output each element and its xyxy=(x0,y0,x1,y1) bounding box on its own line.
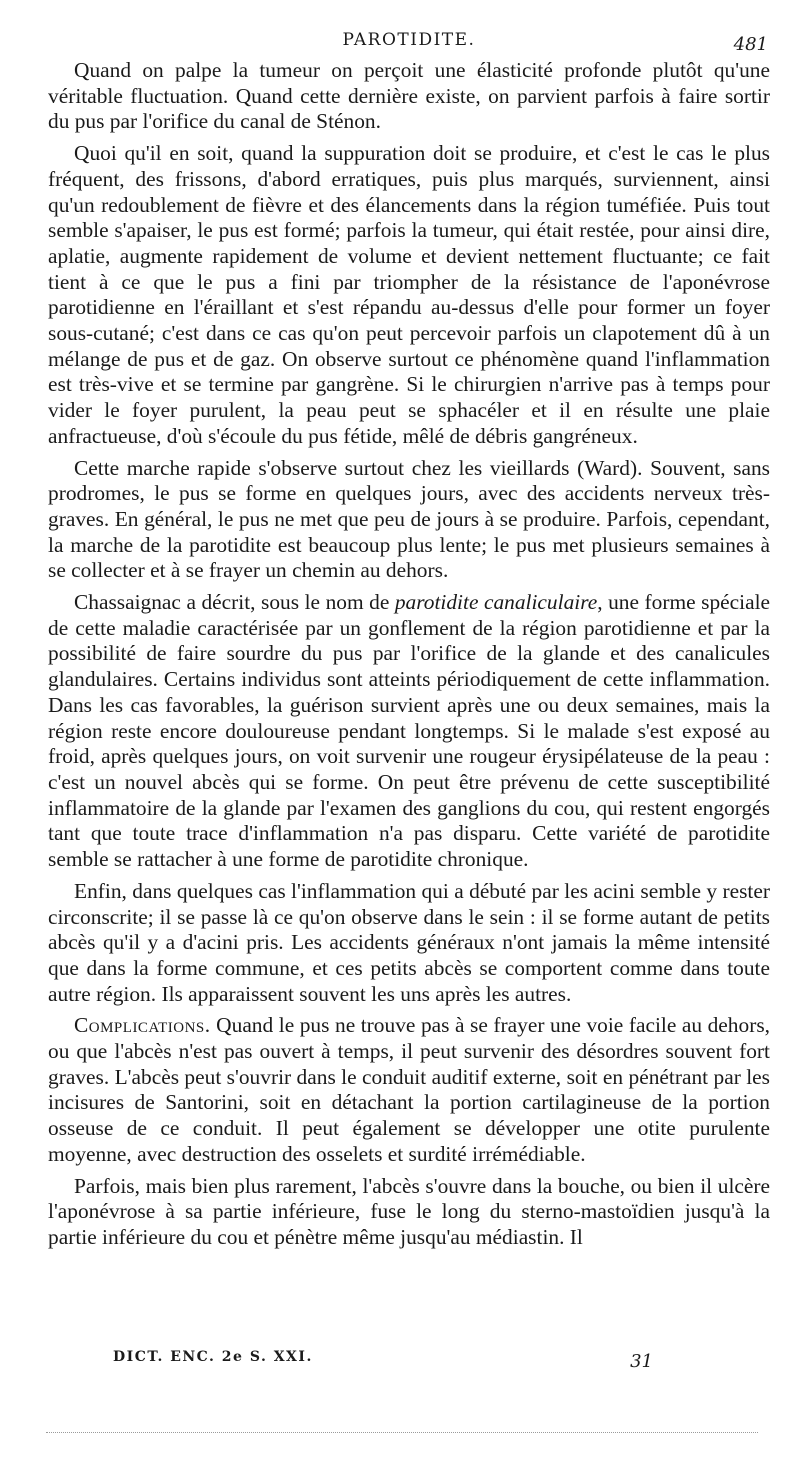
body-text xyxy=(48,58,770,1251)
page-number: 481 xyxy=(733,34,768,55)
paragraph-chassaignac-start: Chassaignac a décrit, sous le nom de xyxy=(74,590,395,615)
bottom-dotted-rule xyxy=(46,1432,758,1433)
running-head xyxy=(50,30,768,54)
paragraph-suppuration: Quoi qu'il en soit, quand la suppuration doit se produire, et c'est le cas le plus fréquent, des frissons, d'abord erratiques, puis plus marqués, surviennent, ainsi qu'un redoublement de fièvre et des élancements dans la région tuméfiée. Puis tout semble s'apaiser, le pus est formé; parfois la tumeur, qui était restée, pour ainsi dire, aplatie, augmente rapidement de volume et devient nettement fluctuante; ce fait tient à ce que le pus a fini par triompher de la résistance de l'aponévrose parotidienne en l'éraillant et s'est répandu au-dessus d'elle pour former un foyer sous-cutané; c'est dans ce cas qu'on peut percevoir parfois un clapotement dû à un mélange de pus et de gaz. On observe surtout ce phénomène quand l'inflammation est très-vive et se termine par gangrène. Si le chirurgien n'arrive pas à temps pour vider le foyer purulent, la peau peut se sphacéler et il en résulte une plaie anfractueuse, d'où s'écoule du pus fétide, mêlé de débris gangréneux. xyxy=(48,141,770,448)
paragraph-complications-text: Quand le pus ne trouve pas à se frayer une voie facile au dehors, ou que l'abcès n'est pas ouvert à temps, il peut survenir des désordres souvent fort graves. L'abcès peut s'ouvrir dans le conduit auditif externe, soit en pénétrant par les incisures de Santorini, soit en détachant la portion cartilagineuse de la portion osseuse de ce conduit. Il peut également se développer une otite purulente moyenne, avec destruction des osselets et surdité irrémédiable. xyxy=(48,1013,770,1166)
paragraph-acini: Enfin, dans quelques cas l'inflammation qui a débuté par les acini semble y rester circonscrite; il se passe là ce qu'on observe dans le sein : il se forme autant de petits abcès qu'il y a d'acini pris. Les accidents généraux n'ont jamais la même intensité que dans la forme commune, et ces petits abcès se comportent comme dans toute autre région. Ils apparaissent souvent les uns après les autres. xyxy=(48,878,770,1006)
term-parotidite-canaliculaire: parotidite canaliculaire xyxy=(394,590,598,615)
section-heading-complications: Complications. xyxy=(74,1013,211,1038)
signature-number: 31 xyxy=(630,1351,653,1372)
paragraph-chassaignac-rest: , une forme spéciale de cette maladie caractérisée par un gonflement de la région parotidienne et par la possibilité de faire sourdre du pus par l'orifice de la glande et des canalicules glandulaires. Certains individus sont atteints périodiquement de cette inflammation. Dans les cas favorables, la guérison survient après une ou deux semaines, mais la région reste encore douloureuse pendant longtemps. Si le malade s'est exposé au froid, après quelques jours, on voit survenir une rougeur érysipélateuse de la peau : c'est un nouvel abcès qui se forme. On peut être prévenu de cette susceptibilité inflammatoire de la glande par l'examen des ganglions du cou, qui restent engorgés tant que toute trace d'inflammation n'a pas disparu. Cette variété de parotidite semble se rattacher à une forme de parotidite chronique. xyxy=(48,590,771,872)
paragraph-palpation: Quand on palpe la tumeur on perçoit une élasticité profonde plutôt qu'une véritable fluctuation. Quand cette dernière existe, on parvient parfois à faire sortir du pus par l'orifice du canal de Sténon. xyxy=(48,58,770,134)
paragraph-marche-rapide: Cette marche rapide s'observe surtout chez les vieillards (Ward). Souvent, sans prodromes, le pus se forme en quelques jours, avec des accidents nerveux très-graves. En général, le pus ne met que peu de jours à se produire. Parfois, cependant, la marche de la parotidite est beaucoup plus lente; le pus met plusieurs semaines à se collecter et à se frayer un chemin au dehors. xyxy=(48,455,770,583)
printer-signature: DICT. ENC. 2e S. XXI. xyxy=(113,1349,313,1365)
signature-line xyxy=(113,1349,653,1375)
paragraph-complications xyxy=(48,1013,770,1167)
running-title: PAROTIDITE. xyxy=(342,30,476,50)
paragraph-chassaignac xyxy=(48,590,770,873)
paragraph-bouche: Parfois, mais bien plus rarement, l'abcès s'ouvre dans la bouche, ou bien il ulcère l'aponévrose à sa partie inférieure, fuse le long du sterno-mastoïdien jusqu'à la partie inférieure du cou et pénètre même jusqu'au médiastin. Il xyxy=(48,1173,770,1249)
